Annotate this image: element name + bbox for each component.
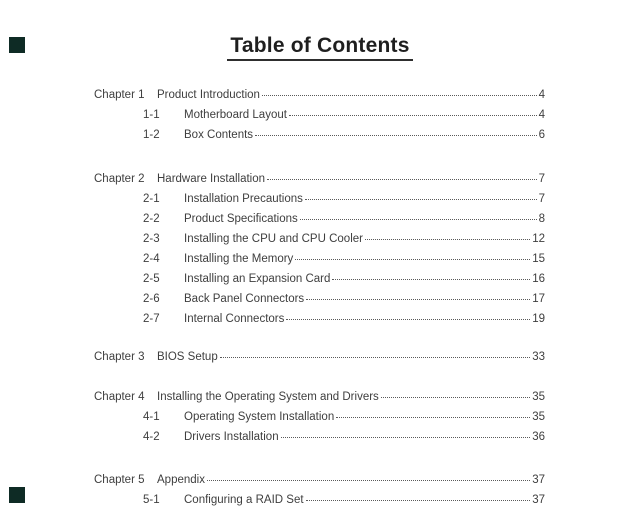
item-number: 2-2 bbox=[143, 213, 160, 225]
page-number: 7 bbox=[538, 193, 545, 205]
dot-leader bbox=[306, 299, 530, 300]
toc-section bbox=[94, 85, 545, 145]
page-number: 4 bbox=[538, 109, 545, 121]
toc-item-row bbox=[94, 427, 545, 447]
page-number: 6 bbox=[538, 129, 545, 141]
dot-leader bbox=[267, 179, 537, 180]
item-number: 2-7 bbox=[143, 313, 160, 325]
page-number: 35 bbox=[532, 391, 545, 403]
item-title: Drivers Installation bbox=[184, 431, 279, 443]
chapter-label: Chapter 5 bbox=[94, 474, 145, 486]
title-wrapper bbox=[0, 0, 640, 61]
item-title: Installation Precautions bbox=[184, 193, 303, 205]
toc-chapter-row bbox=[94, 347, 545, 367]
page-number: 16 bbox=[532, 273, 545, 285]
toc-chapter-row bbox=[94, 470, 545, 490]
item-title: Internal Connectors bbox=[184, 313, 285, 325]
item-number: 1-2 bbox=[143, 129, 160, 141]
chapter-label: Chapter 2 bbox=[94, 173, 145, 185]
toc-section bbox=[94, 169, 545, 329]
item-title: Back Panel Connectors bbox=[184, 293, 305, 305]
chapter-label: Chapter 3 bbox=[94, 351, 145, 363]
toc-section bbox=[94, 347, 545, 367]
dot-leader bbox=[207, 480, 530, 481]
item-number: 1-1 bbox=[143, 109, 160, 121]
toc-item-row bbox=[94, 289, 545, 309]
toc-list bbox=[94, 85, 545, 510]
item-title: Installing the Memory bbox=[184, 253, 294, 265]
page-number: 4 bbox=[538, 89, 545, 101]
chapter-title: Installing the Operating System and Drivers bbox=[157, 391, 379, 403]
toc-item-row bbox=[94, 229, 545, 249]
toc-item-row bbox=[94, 407, 545, 427]
item-title: Installing the CPU and CPU Cooler bbox=[184, 233, 363, 245]
dot-leader bbox=[300, 219, 537, 220]
toc-item-row bbox=[94, 125, 545, 145]
page-title: Table of Contents bbox=[227, 33, 412, 61]
page-number: 19 bbox=[532, 313, 545, 325]
dot-leader bbox=[336, 417, 530, 418]
dot-leader bbox=[381, 397, 530, 398]
item-number: 2-6 bbox=[143, 293, 160, 305]
dot-leader bbox=[289, 115, 537, 116]
page-number: 12 bbox=[532, 233, 545, 245]
item-title: Operating System Installation bbox=[184, 411, 335, 423]
toc-item-row bbox=[94, 309, 545, 329]
toc-item-row bbox=[94, 209, 545, 229]
item-title: Product Specifications bbox=[184, 213, 298, 225]
page-number: 15 bbox=[532, 253, 545, 265]
dot-leader bbox=[262, 95, 537, 96]
item-title: Box Contents bbox=[184, 129, 254, 141]
item-number: 2-5 bbox=[143, 273, 160, 285]
chapter-label: Chapter 1 bbox=[94, 89, 145, 101]
toc-chapter-row bbox=[94, 387, 545, 407]
item-title: Installing an Expansion Card bbox=[184, 273, 331, 285]
page-corner-decoration-bottom bbox=[9, 487, 25, 503]
page-number: 35 bbox=[532, 411, 545, 423]
item-number: 4-1 bbox=[143, 411, 160, 423]
item-title: Configuring a RAID Set bbox=[184, 494, 304, 506]
item-number: 4-2 bbox=[143, 431, 160, 443]
dot-leader bbox=[220, 357, 530, 358]
toc-item-row bbox=[94, 105, 545, 125]
chapter-title: BIOS Setup bbox=[157, 351, 218, 363]
chapter-title: Appendix bbox=[157, 474, 205, 486]
toc-item-row bbox=[94, 490, 545, 510]
toc-item-row bbox=[94, 269, 545, 289]
page-number: 37 bbox=[532, 474, 545, 486]
page-number: 36 bbox=[532, 431, 545, 443]
toc-chapter-row bbox=[94, 169, 545, 189]
toc-item-row bbox=[94, 249, 545, 269]
dot-leader bbox=[305, 199, 537, 200]
chapter-title: Hardware Installation bbox=[157, 173, 266, 185]
chapter-label: Chapter 4 bbox=[94, 391, 145, 403]
dot-leader bbox=[281, 437, 531, 438]
page-number: 37 bbox=[532, 494, 545, 506]
dot-leader bbox=[306, 500, 531, 501]
item-number: 2-3 bbox=[143, 233, 160, 245]
item-number: 5-1 bbox=[143, 494, 160, 506]
page-number: 8 bbox=[538, 213, 545, 225]
toc-section bbox=[94, 387, 545, 447]
page-corner-decoration-top bbox=[9, 37, 25, 53]
dot-leader bbox=[332, 279, 530, 280]
page-number: 33 bbox=[532, 351, 545, 363]
toc-chapter-row bbox=[94, 85, 545, 105]
chapter-title: Product Introduction bbox=[157, 89, 260, 101]
dot-leader bbox=[255, 135, 537, 136]
dot-leader bbox=[365, 239, 530, 240]
page-number: 7 bbox=[538, 173, 545, 185]
dot-leader bbox=[295, 259, 530, 260]
toc-section bbox=[94, 470, 545, 510]
dot-leader bbox=[286, 319, 530, 320]
item-number: 2-1 bbox=[143, 193, 160, 205]
item-number: 2-4 bbox=[143, 253, 160, 265]
toc-item-row bbox=[94, 189, 545, 209]
page-number: 17 bbox=[532, 293, 545, 305]
item-title: Motherboard Layout bbox=[184, 109, 287, 121]
